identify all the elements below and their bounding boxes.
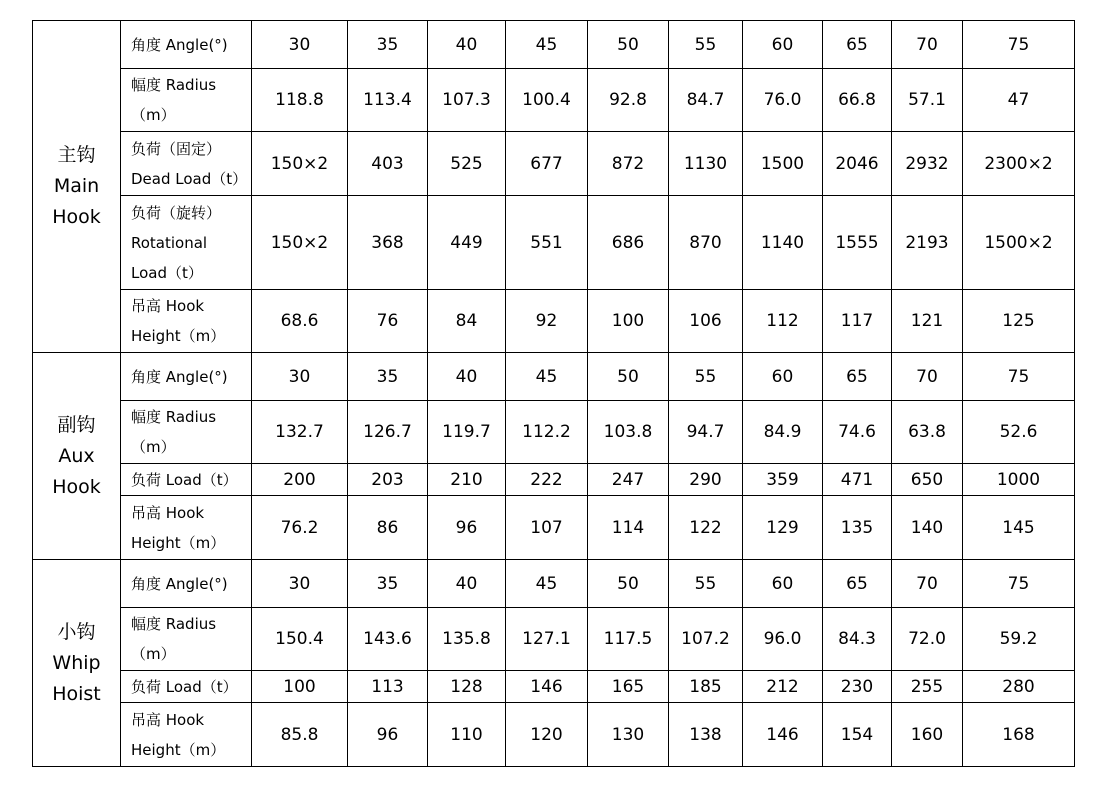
row-label (121, 464, 252, 496)
value-cell: 525 (428, 132, 506, 196)
value-cell: 75 (963, 21, 1075, 69)
value-cell: 59.2 (963, 608, 1075, 671)
row-label-line: 负荷（固定） (131, 139, 222, 158)
value-cell: 70 (892, 353, 963, 401)
value-cell: 150×2 (252, 196, 348, 290)
value-cell: 40 (428, 353, 506, 401)
value-cell: 35 (348, 21, 428, 69)
value-cell: 359 (743, 464, 823, 496)
value-cell: 290 (669, 464, 743, 496)
value-cell: 280 (963, 671, 1075, 703)
row-label-line: 角度 Angle(°) (131, 574, 228, 593)
value-cell: 107.2 (669, 608, 743, 671)
value-cell: 70 (892, 21, 963, 69)
group-title-line: Main (53, 175, 100, 197)
row-label-line: 幅度 Radius (131, 408, 217, 426)
value-cell: 112.2 (506, 401, 588, 464)
row-label-line: Load（t） (131, 263, 203, 282)
table-row (33, 21, 1075, 69)
table-row (33, 401, 1075, 464)
value-cell: 122 (669, 496, 743, 560)
table-row (33, 196, 1075, 290)
value-cell: 72.0 (892, 608, 963, 671)
value-cell: 66.8 (823, 69, 892, 132)
value-cell: 92 (506, 290, 588, 353)
value-cell: 2193 (892, 196, 963, 290)
row-label-line: （m） (131, 438, 176, 456)
value-cell: 146 (506, 671, 588, 703)
row-label-line: 幅度 Radius (131, 76, 217, 94)
row-label (121, 132, 252, 196)
row-label-line: （m） (131, 645, 176, 663)
row-label-line: 幅度 Radius (131, 615, 217, 633)
value-cell: 471 (823, 464, 892, 496)
value-cell: 52.6 (963, 401, 1075, 464)
value-cell: 650 (892, 464, 963, 496)
value-cell: 1130 (669, 132, 743, 196)
table-row (33, 671, 1075, 703)
value-cell: 68.6 (252, 290, 348, 353)
value-cell: 125 (963, 290, 1075, 353)
table-row (33, 496, 1075, 560)
value-cell: 57.1 (892, 69, 963, 132)
value-cell: 130 (588, 703, 669, 767)
value-cell: 107 (506, 496, 588, 560)
value-cell: 50 (588, 21, 669, 69)
value-cell: 113.4 (348, 69, 428, 132)
table-row (33, 560, 1075, 608)
row-label (121, 608, 252, 671)
row-label-line: 吊高 Hook (131, 503, 205, 522)
group-title (33, 560, 121, 767)
value-cell: 50 (588, 353, 669, 401)
value-cell: 55 (669, 353, 743, 401)
value-cell: 112 (743, 290, 823, 353)
value-cell: 168 (963, 703, 1075, 767)
value-cell: 255 (892, 671, 963, 703)
value-cell: 103.8 (588, 401, 669, 464)
value-cell: 65 (823, 353, 892, 401)
value-cell: 92.8 (588, 69, 669, 132)
value-cell: 150×2 (252, 132, 348, 196)
value-cell: 100.4 (506, 69, 588, 132)
value-cell: 117 (823, 290, 892, 353)
value-cell: 76 (348, 290, 428, 353)
value-cell: 119.7 (428, 401, 506, 464)
row-label-line: 角度 Angle(°) (131, 35, 228, 54)
value-cell: 55 (669, 560, 743, 608)
row-label-line: Height（m） (131, 740, 226, 759)
value-cell: 677 (506, 132, 588, 196)
value-cell: 121 (892, 290, 963, 353)
value-cell: 75 (963, 560, 1075, 608)
value-cell: 2300×2 (963, 132, 1075, 196)
value-cell: 84.7 (669, 69, 743, 132)
value-cell: 76.2 (252, 496, 348, 560)
row-label (121, 496, 252, 560)
value-cell: 40 (428, 560, 506, 608)
row-label (121, 196, 252, 290)
group-title-line: 主钩 (57, 144, 96, 166)
row-label-line: Height（m） (131, 533, 226, 552)
group-title-line: Hook (52, 206, 101, 228)
value-cell: 2932 (892, 132, 963, 196)
value-cell: 126.7 (348, 401, 428, 464)
value-cell: 86 (348, 496, 428, 560)
row-label (121, 560, 252, 608)
value-cell: 117.5 (588, 608, 669, 671)
value-cell: 60 (743, 560, 823, 608)
table-row (33, 132, 1075, 196)
value-cell: 70 (892, 560, 963, 608)
table-row (33, 290, 1075, 353)
value-cell: 686 (588, 196, 669, 290)
row-label (121, 290, 252, 353)
row-label-line: 负荷（旋转） (131, 203, 222, 222)
value-cell: 40 (428, 21, 506, 69)
value-cell: 35 (348, 353, 428, 401)
table-row (33, 703, 1075, 767)
value-cell: 872 (588, 132, 669, 196)
value-cell: 368 (348, 196, 428, 290)
table-row (33, 608, 1075, 671)
value-cell: 30 (252, 353, 348, 401)
value-cell: 60 (743, 21, 823, 69)
value-cell: 154 (823, 703, 892, 767)
value-cell: 84 (428, 290, 506, 353)
value-cell: 449 (428, 196, 506, 290)
row-label-line: Height（m） (131, 327, 226, 345)
group-title-line: Hoist (52, 682, 101, 705)
group-title-line: 小钩 (57, 620, 96, 643)
value-cell: 1140 (743, 196, 823, 290)
group-title-line: Hook (52, 475, 101, 498)
value-cell: 185 (669, 671, 743, 703)
crane-capacity-table (32, 20, 1075, 767)
value-cell: 94.7 (669, 401, 743, 464)
value-cell: 84.3 (823, 608, 892, 671)
value-cell: 247 (588, 464, 669, 496)
table-row (33, 464, 1075, 496)
value-cell: 1500×2 (963, 196, 1075, 290)
value-cell: 96 (348, 703, 428, 767)
group-title-line: 副钩 (57, 413, 96, 436)
value-cell: 113 (348, 671, 428, 703)
value-cell: 403 (348, 132, 428, 196)
row-label (121, 353, 252, 401)
value-cell: 100 (252, 671, 348, 703)
row-label (121, 401, 252, 464)
value-cell: 100 (588, 290, 669, 353)
value-cell: 47 (963, 69, 1075, 132)
value-cell: 85.8 (252, 703, 348, 767)
value-cell: 143.6 (348, 608, 428, 671)
row-label (121, 671, 252, 703)
value-cell: 45 (506, 560, 588, 608)
table-body (33, 21, 1075, 767)
group-title-line: Whip (52, 651, 101, 674)
value-cell: 74.6 (823, 401, 892, 464)
row-label-line: 角度 Angle(°) (131, 367, 228, 386)
value-cell: 165 (588, 671, 669, 703)
value-cell: 132.7 (252, 401, 348, 464)
table-row (33, 69, 1075, 132)
value-cell: 212 (743, 671, 823, 703)
value-cell: 50 (588, 560, 669, 608)
value-cell: 107.3 (428, 69, 506, 132)
value-cell: 127.1 (506, 608, 588, 671)
group-title (33, 21, 121, 353)
value-cell: 145 (963, 496, 1075, 560)
value-cell: 160 (892, 703, 963, 767)
group-title-line: Aux (58, 444, 95, 467)
value-cell: 146 (743, 703, 823, 767)
row-label (121, 703, 252, 767)
row-label-line: Dead Load（t） (131, 169, 248, 188)
value-cell: 135 (823, 496, 892, 560)
value-cell: 138 (669, 703, 743, 767)
row-label-line: 负荷 Load（t） (131, 470, 238, 489)
value-cell: 128 (428, 671, 506, 703)
value-cell: 551 (506, 196, 588, 290)
value-cell: 45 (506, 353, 588, 401)
value-cell: 75 (963, 353, 1075, 401)
value-cell: 870 (669, 196, 743, 290)
value-cell: 84.9 (743, 401, 823, 464)
row-label (121, 69, 252, 132)
value-cell: 55 (669, 21, 743, 69)
value-cell: 60 (743, 353, 823, 401)
value-cell: 1000 (963, 464, 1075, 496)
row-label-line: 吊高 Hook (131, 710, 205, 729)
value-cell: 96.0 (743, 608, 823, 671)
value-cell: 114 (588, 496, 669, 560)
row-label (121, 21, 252, 69)
value-cell: 135.8 (428, 608, 506, 671)
value-cell: 45 (506, 21, 588, 69)
value-cell: 106 (669, 290, 743, 353)
value-cell: 210 (428, 464, 506, 496)
value-cell: 96 (428, 496, 506, 560)
group-title (33, 353, 121, 560)
value-cell: 65 (823, 560, 892, 608)
value-cell: 110 (428, 703, 506, 767)
value-cell: 76.0 (743, 69, 823, 132)
table-row (33, 353, 1075, 401)
value-cell: 30 (252, 21, 348, 69)
value-cell: 140 (892, 496, 963, 560)
value-cell: 30 (252, 560, 348, 608)
value-cell: 118.8 (252, 69, 348, 132)
value-cell: 63.8 (892, 401, 963, 464)
value-cell: 150.4 (252, 608, 348, 671)
value-cell: 2046 (823, 132, 892, 196)
row-label-line: （m） (131, 106, 176, 124)
value-cell: 222 (506, 464, 588, 496)
row-label-line: 负荷 Load（t） (131, 677, 238, 696)
row-label-line: Rotational (131, 233, 208, 252)
value-cell: 120 (506, 703, 588, 767)
value-cell: 1555 (823, 196, 892, 290)
value-cell: 65 (823, 21, 892, 69)
value-cell: 1500 (743, 132, 823, 196)
row-label-line: 吊高 Hook (131, 297, 205, 315)
value-cell: 129 (743, 496, 823, 560)
value-cell: 230 (823, 671, 892, 703)
value-cell: 35 (348, 560, 428, 608)
value-cell: 203 (348, 464, 428, 496)
value-cell: 200 (252, 464, 348, 496)
